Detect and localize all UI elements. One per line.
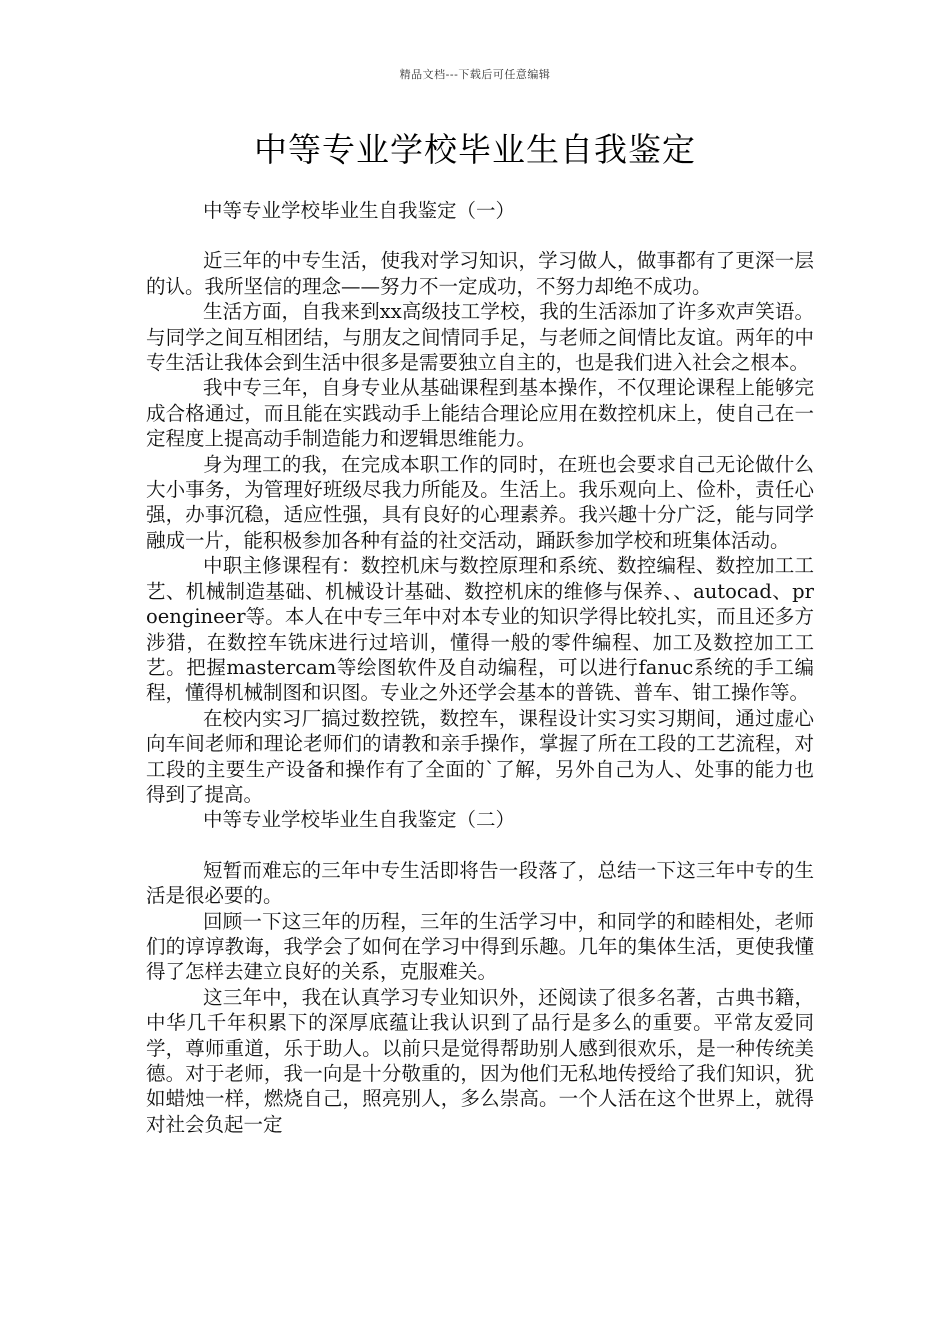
- spacer: [146, 833, 814, 858]
- section-heading-2: 中等专业学校毕业生自我鉴定（二）: [203, 808, 516, 832]
- paragraph: 生活方面，自我来到xx高级技工学校，我的生活添加了许多欢声笑语。与同学之间互相团结，与朋友之间情同手足，与老师之间情比友谊。两年的中专生活让我体会到生活中很多是需要独立自主的，也是我们进入社会之根本。: [146, 300, 814, 375]
- paragraph: 回顾一下这三年的历程，三年的生活学习中，和同学的和睦相处，老师们的谆谆教诲，我学会了如何在学习中得到乐趣。几年的集体生活，更使我懂得了怎样去建立良好的关系，克服难关。: [146, 909, 814, 984]
- paragraph: 身为理工的我，在完成本职工作的同时，在班也会要求自己无论做什么大小事务，为管理好班级尽我力所能及。生活上。我乐观向上、俭朴，责任心强，办事沉稳，适应性强，具有良好的心理素养。我兴趣十分广泛，能与同学融成一片，能积极参加各种有益的社交活动，踊跃参加学校和班集体活动。: [146, 452, 814, 552]
- paragraph: 近三年的中专生活，使我对学习知识，学习做人，做事都有了更深一层的认。我所坚信的理念——努力不一定成功，不努力却绝不成功。: [146, 249, 814, 298]
- paragraph: 我中专三年，自身专业从基础课程到基本操作，不仅理论课程上能够完成合格通过，而且能在实践动手上能结合理论应用在数控机床上，使自己在一定程度上提高动手制造能力和逻辑思维能力。: [146, 376, 814, 451]
- document-body: [146, 198, 814, 1137]
- document-title: 中等专业学校毕业生自我鉴定: [254, 130, 696, 169]
- paragraph: 中职主修课程有：数控机床与数控原理和系统、数控编程、数控加工工艺、机械制造基础、机械设计基础、数控机床的维修与保养、、autocad、proengineer等。本人在中专三年中对本专业的知识学得比较扎实，而且还多方涉猎，在数控车铣床进行过培训，懂得一般的零件编程、加工及数控加工工艺。把握mastercam等绘图软件及自动编程，可以进行fanuc系统的手工编程，懂得机械制图和识图。专业之外还学会基本的普铣、普车、钳工操作等。: [146, 554, 814, 705]
- paragraph: 这三年中，我在认真学习专业知识外，还阅读了很多名著，古典书籍，中华几千年积累下的深厚底蕴让我认识到了品行是多么的重要。平常友爱同学，尊师重道，乐于助人。以前只是觉得帮助别人感到很欢乐，是一种传统美德。对于老师，我一向是十分敬重的，因为他们无私地传授给了我们知识，犹如蜡烛一样，燃烧自己，照亮别人，多么崇高。一个人活在这个世界上，就得对社会负起一定: [146, 985, 814, 1136]
- spacer: [146, 223, 814, 248]
- section-heading-1: 中等专业学校毕业生自我鉴定（一）: [203, 199, 516, 222]
- paragraph: 在校内实习厂搞过数控铣，数控车，课程设计实习实习期间，通过虚心向车间老师和理论老师们的请教和亲手操作，掌握了所在工段的工艺流程，对工段的主要生产设备和操作有了全面的`了解，另外自己为人、处事的能力也得到了提高。: [146, 706, 814, 806]
- header-watermark: 精品文档---下载后可任意编辑: [399, 68, 551, 81]
- paragraph: 短暂而难忘的三年中专生活即将告一段落了，总结一下这三年中专的生活是很必要的。: [146, 858, 814, 908]
